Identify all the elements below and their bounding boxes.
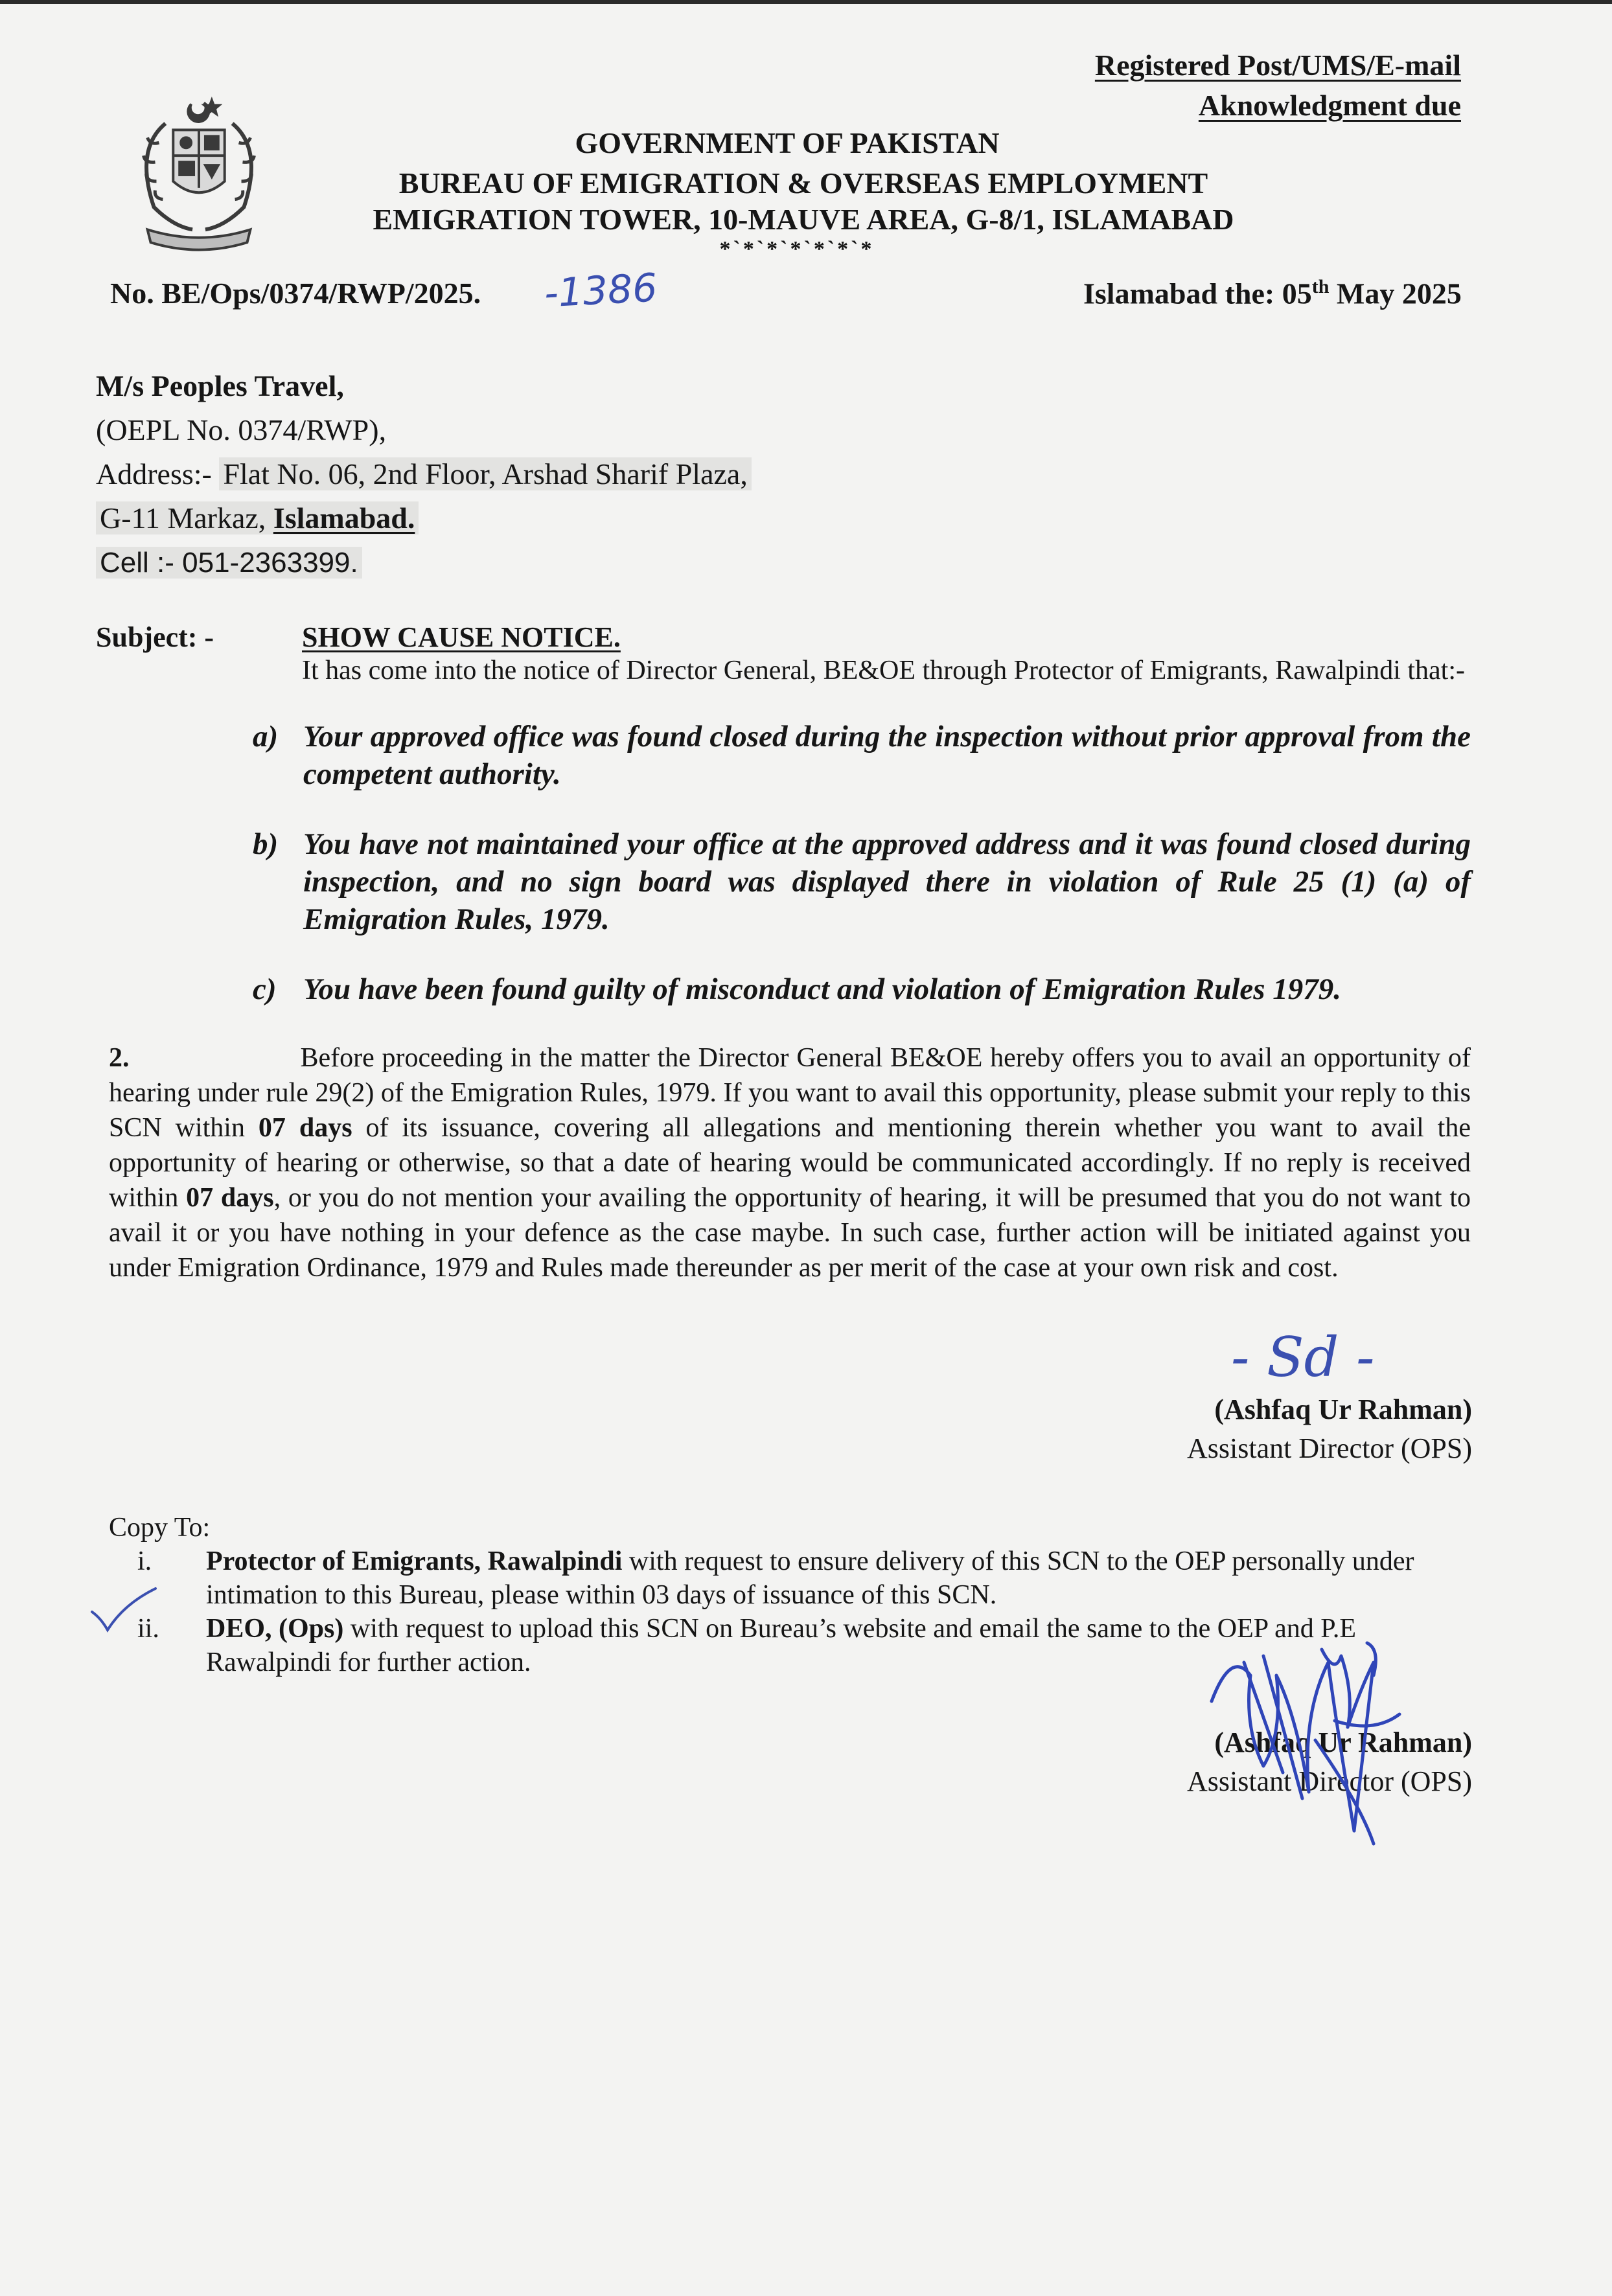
addressee-name: M/s Peoples Travel, (96, 369, 344, 402)
state-emblem-icon (109, 84, 289, 259)
addressee-oepl: (OEPL No. 0374/RWP), (96, 413, 387, 446)
checkmark-icon (88, 1585, 159, 1636)
signatory-name: (Ashfaq Ur Rahman) (1214, 1727, 1472, 1758)
allegation-item: a) Your approved office was found closed during the inspection without prior approval from the competent authority. (253, 720, 1471, 791)
subject-label: Subject: - (96, 621, 214, 653)
signatory-title: Assistant Director (OPS) (1187, 1765, 1472, 1797)
addressee-block (96, 364, 752, 585)
header-separator: *`*`*`*`*`*`* (719, 237, 875, 261)
header-address: EMIGRATION TOWER, 10-MAUVE AREA, G-8/1, ISLAMABAD (373, 203, 1234, 236)
signatory-name: (Ashfaq Ur Rahman) (1214, 1394, 1472, 1425)
reference-number: No. BE/Ops/0374/RWP/2025. (110, 277, 481, 310)
handwritten-signature-icon (1205, 1636, 1451, 1850)
allegation-item: c) You have been found guilty of misconduct and violation of Emigration Rules 1979. (253, 972, 1342, 1006)
registered-post-line: Registered Post/UMS/E-mail (1094, 49, 1461, 82)
acknowledgment-line: Aknowledgment due (1198, 89, 1461, 122)
subject-title: SHOW CAUSE NOTICE. (302, 621, 621, 653)
copy-to-item: ii. DEO, (Ops) with request to upload this SCN on Bureau’s website and email the same to the OEP and P.E Rawalpindi for further action. (137, 1614, 1357, 1677)
addressee-address-line1: Address:- Flat No. 06, 2nd Floor, Arshad Sharif Plaza, (96, 452, 752, 496)
signatory-title: Assistant Director (OPS) (1187, 1432, 1472, 1464)
signature-block-primary (1101, 1390, 1472, 1468)
issue-date: Islamabad the: 05th May 2025 (1083, 276, 1462, 310)
delivery-mode (907, 45, 1461, 126)
handwritten-sd-mark: - Sd - (1231, 1326, 1375, 1389)
addressee-cell: Cell :- 051-2363399. (96, 540, 752, 585)
copy-to-item: i. Protector of Emigrants, Rawalpindi with request to ensure delivery of this SCN to the OEP personally under intimation to this Bureau, please within 03 days of issuance of this SCN. (137, 1546, 1414, 1610)
header-government: GOVERNMENT OF PAKISTAN (575, 126, 1000, 159)
copy-to-label: Copy To: (109, 1513, 211, 1543)
intro-paragraph: It has come into the notice of Director General, BE&OE through Protector of Emigrants, Rawalpindi that:- (302, 656, 1466, 685)
handwritten-dispatch-number: -1386 (543, 265, 659, 317)
addressee-address-line2: G-11 Markaz, Islamabad. (96, 496, 752, 540)
allegations-list (253, 718, 1471, 1040)
header-bureau: BUREAU OF EMIGRATION & OVERSEAS EMPLOYMENT (398, 166, 1208, 200)
allegation-item: b) You have not maintained your office at the approved address and it was found closed during inspection, and no sign board was displayed there in violation of Rule 25 (1) (a) of Emigration Rules, 1979. (253, 827, 1471, 936)
hearing-paragraph: 2. Before proceeding in the matter the Director General BE&OE hereby offers you to avail an opportunity of hearing under rule 29(2) of the Emigration Rules, 1979. If you want to avail this opportunity, please submit your reply to this SCN within 07 days of its issuance, covering all allegations and mentioning therein whether you want to avail the opportunity of hearing or otherwise, so that a date of hearing would be communicated accordingly. If no reply is received within 07 days, or you do not mention your availing the opportunity of hearing, it will be presumed that you do not want to avail it or you have nothing in your defence as the case maybe. In such case, further action will be initiated against you under Emigration Ordinance, 1979 and Rules made thereunder as per merit of the case at your own risk and cost. (109, 1043, 1471, 1283)
